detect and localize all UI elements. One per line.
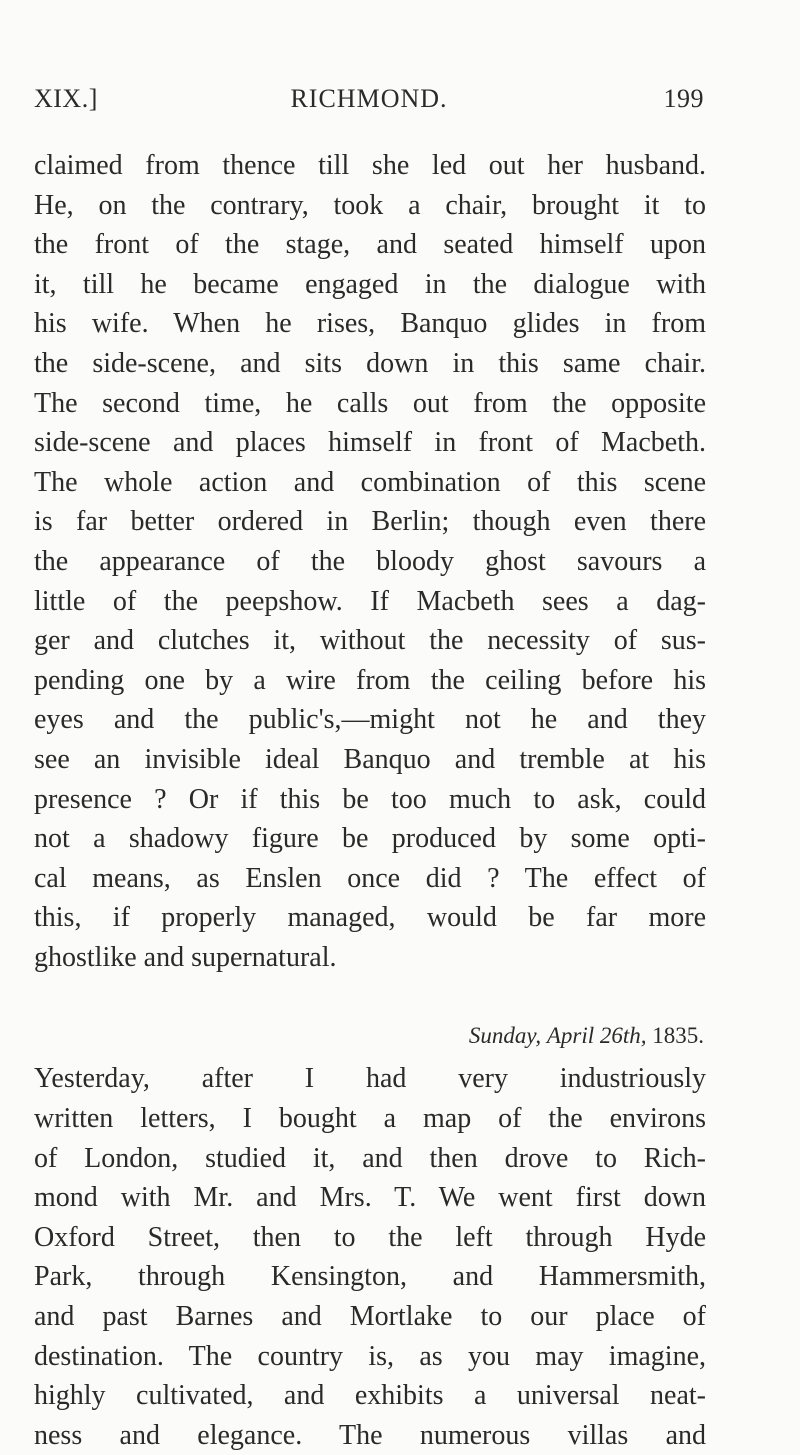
text-line: written letters, I bought a map of the environs	[34, 1103, 706, 1135]
running-header	[34, 84, 704, 120]
chapter-marker: XIX.]	[34, 84, 98, 113]
text-line: cal means, as Enslen once did ? The effect of	[34, 862, 706, 894]
paragraph-1	[34, 146, 706, 977]
text-line: The whole action and combination of this scene	[34, 466, 706, 498]
text-line: is far better ordered in Berlin; though even there	[34, 506, 706, 538]
text-line: it, till he became engaged in the dialogue with	[34, 268, 706, 300]
text-line: Oxford Street, then to the left through Hyde	[34, 1221, 706, 1253]
text-line: the side-scene, and sits down in this same chair.	[34, 347, 706, 379]
page-number: 199	[663, 84, 704, 113]
text-line: The second time, he calls out from the opposite	[34, 387, 706, 419]
text-line: side-scene and places himself in front of Macbeth.	[34, 427, 706, 459]
text-line: claimed from thence till she led out her husband.	[34, 150, 706, 181]
text-line: ness and elegance. The numerous villas and	[34, 1419, 706, 1451]
text-line: this, if properly managed, would be far more	[34, 902, 706, 934]
dateline-date: April 26th,	[546, 1023, 647, 1049]
text-line: ghostlike and supernatural.	[34, 941, 337, 973]
text-line: and past Barnes and Mortlake to our place of	[34, 1301, 706, 1333]
text-line: not a shadowy figure be produced by some opti-	[34, 823, 706, 855]
text-line: the front of the stage, and seated himself upon	[34, 229, 706, 261]
text-line: his wife. When he rises, Banquo glides in from	[34, 308, 706, 340]
text-line: presence ? Or if this be too much to ask, could	[34, 783, 706, 815]
text-line: He, on the contrary, took a chair, brought it to	[34, 189, 706, 221]
text-line: see an invisible ideal Banquo and tremble at his	[34, 743, 706, 775]
text-line: Park, through Kensington, and Hammersmith,	[34, 1261, 706, 1293]
text-line: highly cultivated, and exhibits a universal neat-	[34, 1380, 706, 1412]
text-line: ger and clutches it, without the necessity of sus-	[34, 625, 706, 657]
text-line: Yesterday, after I had very industriously	[34, 1063, 706, 1095]
dateline-year: 1835.	[652, 1023, 704, 1049]
text-line: the appearance of the bloody ghost savours a	[34, 545, 706, 577]
text-line: mond with Mr. and Mrs. T. We went first down	[34, 1182, 706, 1214]
page-body	[34, 146, 706, 1455]
text-line: of London, studied it, and then drove to Rich-	[34, 1142, 706, 1174]
dateline	[34, 1015, 706, 1057]
paragraph-2	[34, 1059, 706, 1455]
text-line: pending one by a wire from the ceiling before his	[34, 664, 706, 696]
text-line: little of the peepshow. If Macbeth sees a dag-	[34, 585, 706, 617]
dateline-day: Sunday,	[468, 1023, 542, 1049]
running-title: RICHMOND.	[290, 84, 448, 113]
text-line: eyes and the public's,—might not he and they	[34, 704, 706, 736]
text-line: destination. The country is, as you may imagine,	[34, 1340, 706, 1372]
